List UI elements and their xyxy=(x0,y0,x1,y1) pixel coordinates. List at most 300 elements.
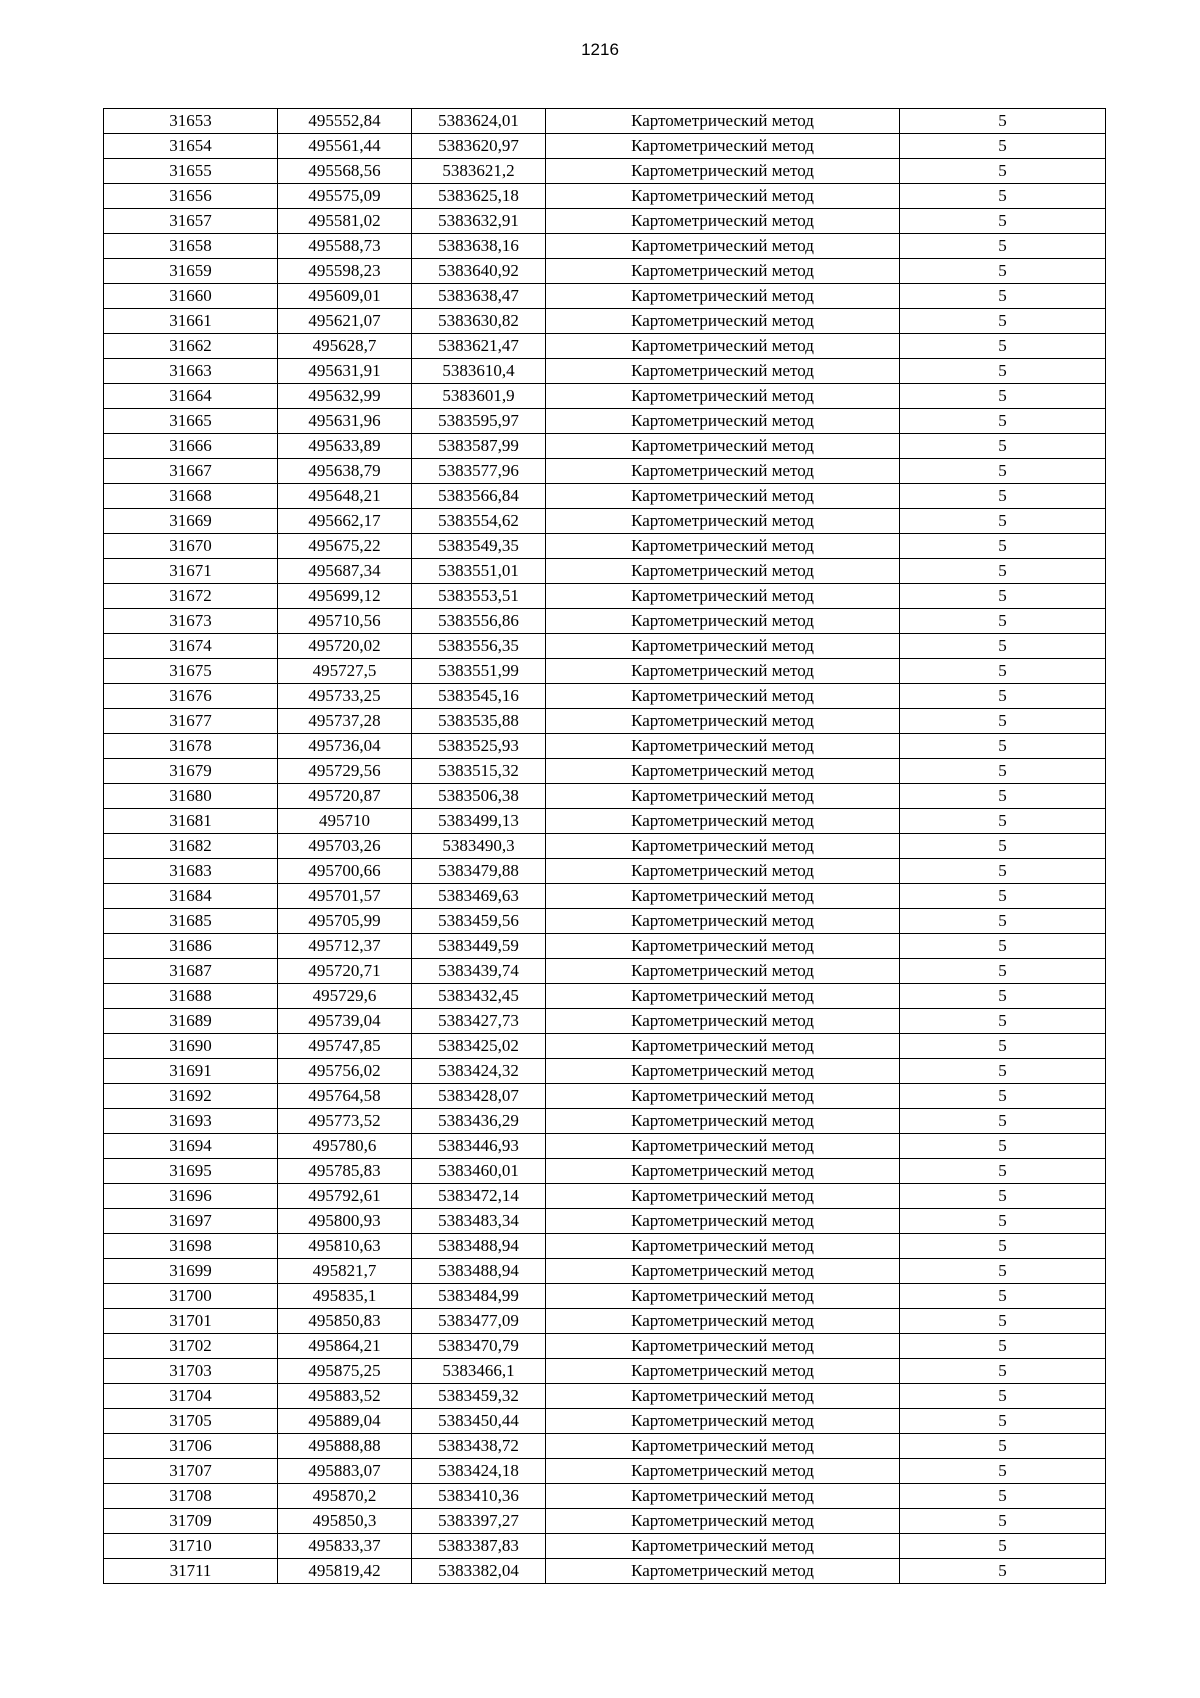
table-row xyxy=(104,884,1106,909)
point-number-cell: 31696 xyxy=(104,1184,278,1209)
table-row xyxy=(104,1459,1106,1484)
point-number-cell: 31702 xyxy=(104,1334,278,1359)
x-coordinate-cell: 495705,99 xyxy=(278,909,412,934)
y-coordinate-cell: 5383424,32 xyxy=(412,1059,546,1084)
accuracy-cell: 5 xyxy=(900,984,1106,1009)
x-coordinate-cell: 495701,57 xyxy=(278,884,412,909)
accuracy-cell: 5 xyxy=(900,1484,1106,1509)
point-number-cell: 31690 xyxy=(104,1034,278,1059)
y-coordinate-cell: 5383632,91 xyxy=(412,209,546,234)
y-coordinate-cell: 5383556,86 xyxy=(412,609,546,634)
accuracy-cell: 5 xyxy=(900,184,1106,209)
method-cell: Картометрический метод xyxy=(546,384,900,409)
table-row xyxy=(104,1184,1106,1209)
x-coordinate-cell: 495662,17 xyxy=(278,509,412,534)
table-row xyxy=(104,584,1106,609)
y-coordinate-cell: 5383554,62 xyxy=(412,509,546,534)
accuracy-cell: 5 xyxy=(900,234,1106,259)
accuracy-cell: 5 xyxy=(900,1434,1106,1459)
point-number-cell: 31662 xyxy=(104,334,278,359)
method-cell: Картометрический метод xyxy=(546,709,900,734)
accuracy-cell: 5 xyxy=(900,884,1106,909)
coordinates-table-body xyxy=(104,109,1106,1584)
accuracy-cell: 5 xyxy=(900,459,1106,484)
point-number-cell: 31665 xyxy=(104,409,278,434)
y-coordinate-cell: 5383551,01 xyxy=(412,559,546,584)
y-coordinate-cell: 5383624,01 xyxy=(412,109,546,134)
table-row xyxy=(104,1309,1106,1334)
table-row xyxy=(104,1084,1106,1109)
table-row xyxy=(104,1559,1106,1584)
table-row xyxy=(104,209,1106,234)
accuracy-cell: 5 xyxy=(900,1359,1106,1384)
table-row xyxy=(104,1034,1106,1059)
x-coordinate-cell: 495729,56 xyxy=(278,759,412,784)
method-cell: Картометрический метод xyxy=(546,1109,900,1134)
y-coordinate-cell: 5383410,36 xyxy=(412,1484,546,1509)
method-cell: Картометрический метод xyxy=(546,1484,900,1509)
point-number-cell: 31709 xyxy=(104,1509,278,1534)
point-number-cell: 31686 xyxy=(104,934,278,959)
x-coordinate-cell: 495773,52 xyxy=(278,1109,412,1134)
method-cell: Картометрический метод xyxy=(546,1009,900,1034)
table-row xyxy=(104,184,1106,209)
x-coordinate-cell: 495633,89 xyxy=(278,434,412,459)
method-cell: Картометрический метод xyxy=(546,909,900,934)
point-number-cell: 31664 xyxy=(104,384,278,409)
point-number-cell: 31676 xyxy=(104,684,278,709)
point-number-cell: 31706 xyxy=(104,1434,278,1459)
y-coordinate-cell: 5383601,9 xyxy=(412,384,546,409)
y-coordinate-cell: 5383484,99 xyxy=(412,1284,546,1309)
y-coordinate-cell: 5383488,94 xyxy=(412,1234,546,1259)
y-coordinate-cell: 5383545,16 xyxy=(412,684,546,709)
table-row xyxy=(104,1409,1106,1434)
x-coordinate-cell: 495756,02 xyxy=(278,1059,412,1084)
accuracy-cell: 5 xyxy=(900,209,1106,234)
accuracy-cell: 5 xyxy=(900,409,1106,434)
y-coordinate-cell: 5383525,93 xyxy=(412,734,546,759)
method-cell: Картометрический метод xyxy=(546,509,900,534)
method-cell: Картометрический метод xyxy=(546,559,900,584)
accuracy-cell: 5 xyxy=(900,634,1106,659)
method-cell: Картометрический метод xyxy=(546,1284,900,1309)
table-row xyxy=(104,1059,1106,1084)
table-row xyxy=(104,1434,1106,1459)
table-row xyxy=(104,1134,1106,1159)
accuracy-cell: 5 xyxy=(900,1009,1106,1034)
y-coordinate-cell: 5383477,09 xyxy=(412,1309,546,1334)
method-cell: Картометрический метод xyxy=(546,1434,900,1459)
x-coordinate-cell: 495638,79 xyxy=(278,459,412,484)
accuracy-cell: 5 xyxy=(900,759,1106,784)
table-row xyxy=(104,1009,1106,1034)
method-cell: Картометрический метод xyxy=(546,659,900,684)
x-coordinate-cell: 495712,37 xyxy=(278,934,412,959)
x-coordinate-cell: 495835,1 xyxy=(278,1284,412,1309)
method-cell: Картометрический метод xyxy=(546,1409,900,1434)
table-row xyxy=(104,1509,1106,1534)
x-coordinate-cell: 495687,34 xyxy=(278,559,412,584)
point-number-cell: 31681 xyxy=(104,809,278,834)
x-coordinate-cell: 495850,83 xyxy=(278,1309,412,1334)
point-number-cell: 31707 xyxy=(104,1459,278,1484)
method-cell: Картометрический метод xyxy=(546,459,900,484)
method-cell: Картометрический метод xyxy=(546,1059,900,1084)
table-row xyxy=(104,259,1106,284)
table-row xyxy=(104,309,1106,334)
y-coordinate-cell: 5383515,32 xyxy=(412,759,546,784)
method-cell: Картометрический метод xyxy=(546,234,900,259)
x-coordinate-cell: 495737,28 xyxy=(278,709,412,734)
x-coordinate-cell: 495888,88 xyxy=(278,1434,412,1459)
point-number-cell: 31703 xyxy=(104,1359,278,1384)
accuracy-cell: 5 xyxy=(900,484,1106,509)
point-number-cell: 31687 xyxy=(104,959,278,984)
x-coordinate-cell: 495864,21 xyxy=(278,1334,412,1359)
table-row xyxy=(104,1484,1106,1509)
y-coordinate-cell: 5383630,82 xyxy=(412,309,546,334)
point-number-cell: 31701 xyxy=(104,1309,278,1334)
x-coordinate-cell: 495631,96 xyxy=(278,409,412,434)
table-row xyxy=(104,484,1106,509)
accuracy-cell: 5 xyxy=(900,584,1106,609)
table-row xyxy=(104,709,1106,734)
y-coordinate-cell: 5383470,79 xyxy=(412,1334,546,1359)
table-row xyxy=(104,1109,1106,1134)
y-coordinate-cell: 5383432,45 xyxy=(412,984,546,1009)
x-coordinate-cell: 495819,42 xyxy=(278,1559,412,1584)
x-coordinate-cell: 495720,02 xyxy=(278,634,412,659)
accuracy-cell: 5 xyxy=(900,1184,1106,1209)
accuracy-cell: 5 xyxy=(900,1109,1106,1134)
point-number-cell: 31663 xyxy=(104,359,278,384)
point-number-cell: 31658 xyxy=(104,234,278,259)
method-cell: Картометрический метод xyxy=(546,259,900,284)
accuracy-cell: 5 xyxy=(900,1459,1106,1484)
x-coordinate-cell: 495632,99 xyxy=(278,384,412,409)
accuracy-cell: 5 xyxy=(900,1234,1106,1259)
accuracy-cell: 5 xyxy=(900,1084,1106,1109)
point-number-cell: 31667 xyxy=(104,459,278,484)
y-coordinate-cell: 5383428,07 xyxy=(412,1084,546,1109)
y-coordinate-cell: 5383595,97 xyxy=(412,409,546,434)
method-cell: Картометрический метод xyxy=(546,434,900,459)
x-coordinate-cell: 495747,85 xyxy=(278,1034,412,1059)
table-row xyxy=(104,359,1106,384)
point-number-cell: 31711 xyxy=(104,1559,278,1584)
point-number-cell: 31653 xyxy=(104,109,278,134)
y-coordinate-cell: 5383535,88 xyxy=(412,709,546,734)
x-coordinate-cell: 495780,6 xyxy=(278,1134,412,1159)
y-coordinate-cell: 5383439,74 xyxy=(412,959,546,984)
table-row xyxy=(104,834,1106,859)
x-coordinate-cell: 495810,63 xyxy=(278,1234,412,1259)
accuracy-cell: 5 xyxy=(900,1284,1106,1309)
y-coordinate-cell: 5383587,99 xyxy=(412,434,546,459)
accuracy-cell: 5 xyxy=(900,1159,1106,1184)
table-row xyxy=(104,1384,1106,1409)
point-number-cell: 31677 xyxy=(104,709,278,734)
method-cell: Картометрический метод xyxy=(546,959,900,984)
point-number-cell: 31683 xyxy=(104,859,278,884)
x-coordinate-cell: 495889,04 xyxy=(278,1409,412,1434)
method-cell: Картометрический метод xyxy=(546,684,900,709)
method-cell: Картометрический метод xyxy=(546,809,900,834)
y-coordinate-cell: 5383438,72 xyxy=(412,1434,546,1459)
point-number-cell: 31669 xyxy=(104,509,278,534)
y-coordinate-cell: 5383566,84 xyxy=(412,484,546,509)
point-number-cell: 31697 xyxy=(104,1209,278,1234)
y-coordinate-cell: 5383387,83 xyxy=(412,1534,546,1559)
x-coordinate-cell: 495870,2 xyxy=(278,1484,412,1509)
x-coordinate-cell: 495710 xyxy=(278,809,412,834)
y-coordinate-cell: 5383640,92 xyxy=(412,259,546,284)
method-cell: Картометрический метод xyxy=(546,834,900,859)
method-cell: Картометрический метод xyxy=(546,334,900,359)
point-number-cell: 31700 xyxy=(104,1284,278,1309)
y-coordinate-cell: 5383382,04 xyxy=(412,1559,546,1584)
x-coordinate-cell: 495675,22 xyxy=(278,534,412,559)
method-cell: Картометрический метод xyxy=(546,584,900,609)
method-cell: Картометрический метод xyxy=(546,1559,900,1584)
table-row xyxy=(104,659,1106,684)
point-number-cell: 31684 xyxy=(104,884,278,909)
x-coordinate-cell: 495588,73 xyxy=(278,234,412,259)
x-coordinate-cell: 495821,7 xyxy=(278,1259,412,1284)
method-cell: Картометрический метод xyxy=(546,1234,900,1259)
x-coordinate-cell: 495833,37 xyxy=(278,1534,412,1559)
page-number: 1216 xyxy=(581,40,619,59)
table-row xyxy=(104,1259,1106,1284)
point-number-cell: 31680 xyxy=(104,784,278,809)
method-cell: Картометрический метод xyxy=(546,734,900,759)
method-cell: Картометрический метод xyxy=(546,1309,900,1334)
point-number-cell: 31694 xyxy=(104,1134,278,1159)
x-coordinate-cell: 495703,26 xyxy=(278,834,412,859)
point-number-cell: 31679 xyxy=(104,759,278,784)
point-number-cell: 31708 xyxy=(104,1484,278,1509)
y-coordinate-cell: 5383459,56 xyxy=(412,909,546,934)
point-number-cell: 31673 xyxy=(104,609,278,634)
x-coordinate-cell: 495700,66 xyxy=(278,859,412,884)
table-row xyxy=(104,959,1106,984)
accuracy-cell: 5 xyxy=(900,1409,1106,1434)
y-coordinate-cell: 5383638,16 xyxy=(412,234,546,259)
table-row xyxy=(104,1284,1106,1309)
accuracy-cell: 5 xyxy=(900,809,1106,834)
accuracy-cell: 5 xyxy=(900,134,1106,159)
method-cell: Картометрический метод xyxy=(546,1134,900,1159)
y-coordinate-cell: 5383479,88 xyxy=(412,859,546,884)
table-row xyxy=(104,134,1106,159)
y-coordinate-cell: 5383472,14 xyxy=(412,1184,546,1209)
y-coordinate-cell: 5383446,93 xyxy=(412,1134,546,1159)
table-row xyxy=(104,409,1106,434)
accuracy-cell: 5 xyxy=(900,609,1106,634)
method-cell: Картометрический метод xyxy=(546,1334,900,1359)
accuracy-cell: 5 xyxy=(900,1559,1106,1584)
method-cell: Картометрический метод xyxy=(546,109,900,134)
method-cell: Картометрический метод xyxy=(546,409,900,434)
x-coordinate-cell: 495581,02 xyxy=(278,209,412,234)
accuracy-cell: 5 xyxy=(900,559,1106,584)
point-number-cell: 31656 xyxy=(104,184,278,209)
point-number-cell: 31675 xyxy=(104,659,278,684)
point-number-cell: 31670 xyxy=(104,534,278,559)
y-coordinate-cell: 5383549,35 xyxy=(412,534,546,559)
point-number-cell: 31674 xyxy=(104,634,278,659)
x-coordinate-cell: 495785,83 xyxy=(278,1159,412,1184)
accuracy-cell: 5 xyxy=(900,959,1106,984)
accuracy-cell: 5 xyxy=(900,1059,1106,1084)
x-coordinate-cell: 495568,56 xyxy=(278,159,412,184)
method-cell: Картометрический метод xyxy=(546,209,900,234)
table-row xyxy=(104,609,1106,634)
x-coordinate-cell: 495729,6 xyxy=(278,984,412,1009)
table-row xyxy=(104,509,1106,534)
x-coordinate-cell: 495883,07 xyxy=(278,1459,412,1484)
y-coordinate-cell: 5383610,4 xyxy=(412,359,546,384)
y-coordinate-cell: 5383459,32 xyxy=(412,1384,546,1409)
method-cell: Картометрический метод xyxy=(546,1209,900,1234)
table-row xyxy=(104,284,1106,309)
point-number-cell: 31699 xyxy=(104,1259,278,1284)
table-row xyxy=(104,1209,1106,1234)
table-row xyxy=(104,334,1106,359)
table-row xyxy=(104,159,1106,184)
point-number-cell: 31688 xyxy=(104,984,278,1009)
y-coordinate-cell: 5383397,27 xyxy=(412,1509,546,1534)
x-coordinate-cell: 495739,04 xyxy=(278,1009,412,1034)
table-row xyxy=(104,1359,1106,1384)
accuracy-cell: 5 xyxy=(900,709,1106,734)
accuracy-cell: 5 xyxy=(900,1134,1106,1159)
method-cell: Картометрический метод xyxy=(546,1384,900,1409)
method-cell: Картометрический метод xyxy=(546,1084,900,1109)
y-coordinate-cell: 5383425,02 xyxy=(412,1034,546,1059)
accuracy-cell: 5 xyxy=(900,309,1106,334)
y-coordinate-cell: 5383427,73 xyxy=(412,1009,546,1034)
table-row xyxy=(104,109,1106,134)
method-cell: Картометрический метод xyxy=(546,1534,900,1559)
y-coordinate-cell: 5383506,38 xyxy=(412,784,546,809)
accuracy-cell: 5 xyxy=(900,434,1106,459)
x-coordinate-cell: 495800,93 xyxy=(278,1209,412,1234)
coordinates-table xyxy=(103,108,1106,1584)
x-coordinate-cell: 495736,04 xyxy=(278,734,412,759)
y-coordinate-cell: 5383488,94 xyxy=(412,1259,546,1284)
y-coordinate-cell: 5383620,97 xyxy=(412,134,546,159)
accuracy-cell: 5 xyxy=(900,259,1106,284)
point-number-cell: 31666 xyxy=(104,434,278,459)
accuracy-cell: 5 xyxy=(900,1259,1106,1284)
x-coordinate-cell: 495621,07 xyxy=(278,309,412,334)
accuracy-cell: 5 xyxy=(900,284,1106,309)
x-coordinate-cell: 495631,91 xyxy=(278,359,412,384)
table-row xyxy=(104,459,1106,484)
point-number-cell: 31668 xyxy=(104,484,278,509)
point-number-cell: 31695 xyxy=(104,1159,278,1184)
y-coordinate-cell: 5383483,34 xyxy=(412,1209,546,1234)
point-number-cell: 31660 xyxy=(104,284,278,309)
accuracy-cell: 5 xyxy=(900,1509,1106,1534)
y-coordinate-cell: 5383424,18 xyxy=(412,1459,546,1484)
method-cell: Картометрический метод xyxy=(546,534,900,559)
method-cell: Картометрический метод xyxy=(546,759,900,784)
y-coordinate-cell: 5383469,63 xyxy=(412,884,546,909)
accuracy-cell: 5 xyxy=(900,1209,1106,1234)
method-cell: Картометрический метод xyxy=(546,634,900,659)
y-coordinate-cell: 5383621,2 xyxy=(412,159,546,184)
point-number-cell: 31671 xyxy=(104,559,278,584)
method-cell: Картометрический метод xyxy=(546,1359,900,1384)
accuracy-cell: 5 xyxy=(900,159,1106,184)
y-coordinate-cell: 5383436,29 xyxy=(412,1109,546,1134)
table-row xyxy=(104,784,1106,809)
method-cell: Картометрический метод xyxy=(546,1259,900,1284)
x-coordinate-cell: 495727,5 xyxy=(278,659,412,684)
accuracy-cell: 5 xyxy=(900,509,1106,534)
y-coordinate-cell: 5383499,13 xyxy=(412,809,546,834)
x-coordinate-cell: 495648,21 xyxy=(278,484,412,509)
method-cell: Картометрический метод xyxy=(546,309,900,334)
table-row xyxy=(104,1534,1106,1559)
table-row xyxy=(104,434,1106,459)
accuracy-cell: 5 xyxy=(900,909,1106,934)
point-number-cell: 31654 xyxy=(104,134,278,159)
x-coordinate-cell: 495628,7 xyxy=(278,334,412,359)
y-coordinate-cell: 5383553,51 xyxy=(412,584,546,609)
point-number-cell: 31678 xyxy=(104,734,278,759)
table-row xyxy=(104,809,1106,834)
accuracy-cell: 5 xyxy=(900,684,1106,709)
x-coordinate-cell: 495699,12 xyxy=(278,584,412,609)
point-number-cell: 31692 xyxy=(104,1084,278,1109)
table-row xyxy=(104,534,1106,559)
y-coordinate-cell: 5383551,99 xyxy=(412,659,546,684)
x-coordinate-cell: 495720,87 xyxy=(278,784,412,809)
table-row xyxy=(104,634,1106,659)
accuracy-cell: 5 xyxy=(900,734,1106,759)
point-number-cell: 31659 xyxy=(104,259,278,284)
accuracy-cell: 5 xyxy=(900,1534,1106,1559)
method-cell: Картометрический метод xyxy=(546,984,900,1009)
x-coordinate-cell: 495792,61 xyxy=(278,1184,412,1209)
table-row xyxy=(104,984,1106,1009)
accuracy-cell: 5 xyxy=(900,1334,1106,1359)
point-number-cell: 31698 xyxy=(104,1234,278,1259)
y-coordinate-cell: 5383625,18 xyxy=(412,184,546,209)
accuracy-cell: 5 xyxy=(900,359,1106,384)
y-coordinate-cell: 5383466,1 xyxy=(412,1359,546,1384)
point-number-cell: 31685 xyxy=(104,909,278,934)
table-row xyxy=(104,559,1106,584)
method-cell: Картометрический метод xyxy=(546,1034,900,1059)
method-cell: Картометрический метод xyxy=(546,859,900,884)
point-number-cell: 31672 xyxy=(104,584,278,609)
table-row xyxy=(104,934,1106,959)
method-cell: Картометрический метод xyxy=(546,1509,900,1534)
accuracy-cell: 5 xyxy=(900,109,1106,134)
point-number-cell: 31704 xyxy=(104,1384,278,1409)
x-coordinate-cell: 495764,58 xyxy=(278,1084,412,1109)
method-cell: Картометрический метод xyxy=(546,484,900,509)
x-coordinate-cell: 495710,56 xyxy=(278,609,412,634)
point-number-cell: 31661 xyxy=(104,309,278,334)
point-number-cell: 31682 xyxy=(104,834,278,859)
point-number-cell: 31657 xyxy=(104,209,278,234)
